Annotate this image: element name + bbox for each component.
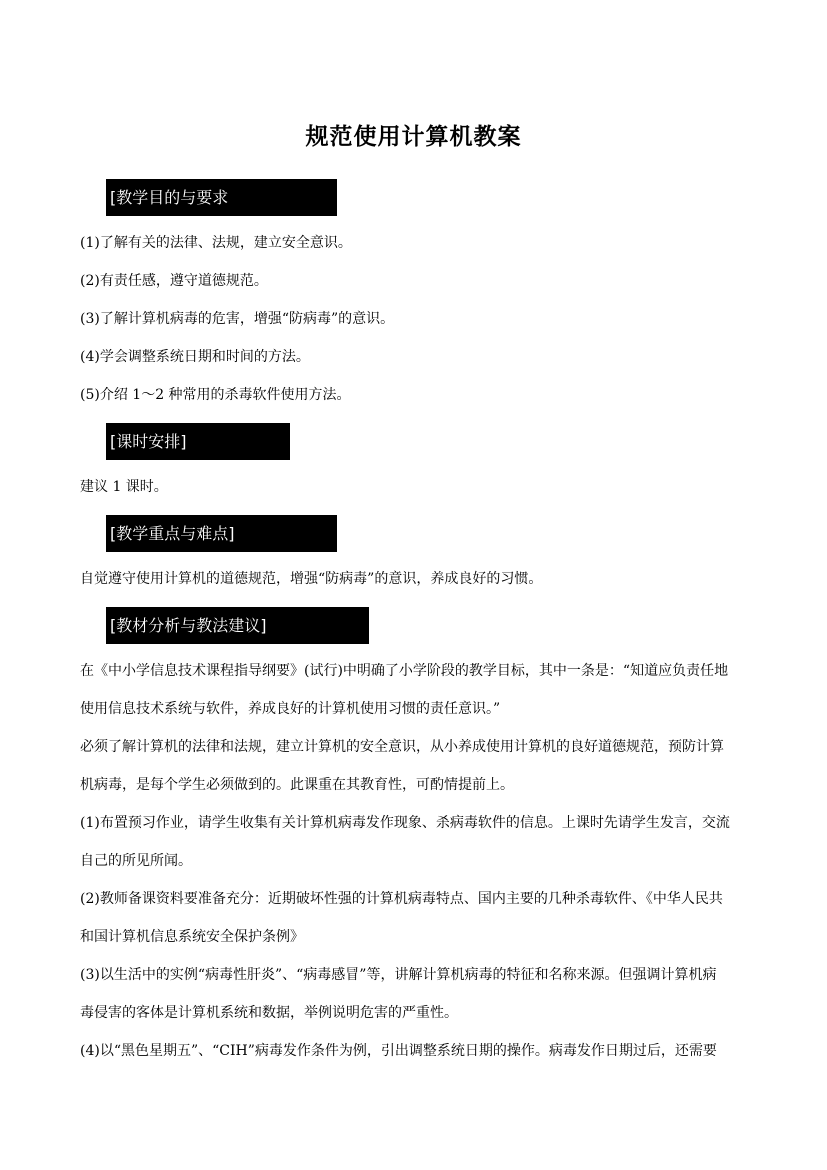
- analysis-line: 必须了解计算机的法律和法规，建立计算机的安全意识，从小养成使用计算机的良好道德规范，预防计算: [80, 739, 724, 755]
- goal-line: (1)了解有关的法律、法规，建立安全意识。: [80, 235, 352, 251]
- page-title: 规范使用计算机教案: [305, 124, 522, 150]
- section-heading-analysis: [教材分析与教法建议]: [106, 607, 369, 644]
- section-heading-keypoints: [教学重点与难点]: [106, 515, 337, 552]
- analysis-line: 机病毒，是每个学生必须做到的。此课重在其教育性，可酌情提前上。: [80, 777, 514, 793]
- goal-line: (3)了解计算机病毒的危害，增强“防病毒”的意识。: [80, 311, 395, 327]
- goal-line: (5)介绍 1～2 种常用的杀毒软件使用方法。: [80, 387, 351, 403]
- analysis-line: (1)布置预习作业，请学生收集有关计算机病毒发作现象、杀病毒软件的信息。上课时先请学生发言，交流: [80, 815, 730, 831]
- goal-line: (4)学会调整系统日期和时间的方法。: [80, 349, 310, 365]
- analysis-line: (2)教师备课资料要准备充分：近期破坏性强的计算机病毒特点、国内主要的几种杀毒软件、《中华人民共: [80, 891, 723, 907]
- analysis-line: 和国计算机信息系统安全保护条例》: [80, 929, 304, 945]
- section-heading-schedule: [课时安排]: [106, 423, 290, 460]
- analysis-line: 使用信息技术系统与软件，养成良好的计算机使用习惯的责任意识。”: [80, 701, 501, 717]
- analysis-line: 毒侵害的客体是计算机系统和数据，举例说明危害的严重性。: [80, 1005, 458, 1021]
- analysis-line: 在《中小学信息技术课程指导纲要》(试行)中明确了小学阶段的教学目标，其中一条是：“知道应负责任地: [80, 663, 729, 679]
- keypoints-text: 自觉遵守使用计算机的道德规范，增强“防病毒”的意识，养成良好的习惯。: [80, 571, 543, 587]
- section-heading-goals: [教学目的与要求: [106, 179, 337, 216]
- analysis-line: (3)以生活中的实例“病毒性肝炎”、“病毒感冒”等，讲解计算机病毒的特征和名称来源。但强调计算机病: [80, 967, 717, 983]
- analysis-line: (4)以“黑色星期五”、“CIH”病毒发作条件为例，引出调整系统日期的操作。病毒发作日期过后，还需要: [80, 1043, 717, 1059]
- schedule-text: 建议 1 课时。: [80, 479, 168, 495]
- analysis-line: 自己的所见所闻。: [80, 853, 192, 869]
- goal-line: (2)有责任感，遵守道德规范。: [80, 273, 268, 289]
